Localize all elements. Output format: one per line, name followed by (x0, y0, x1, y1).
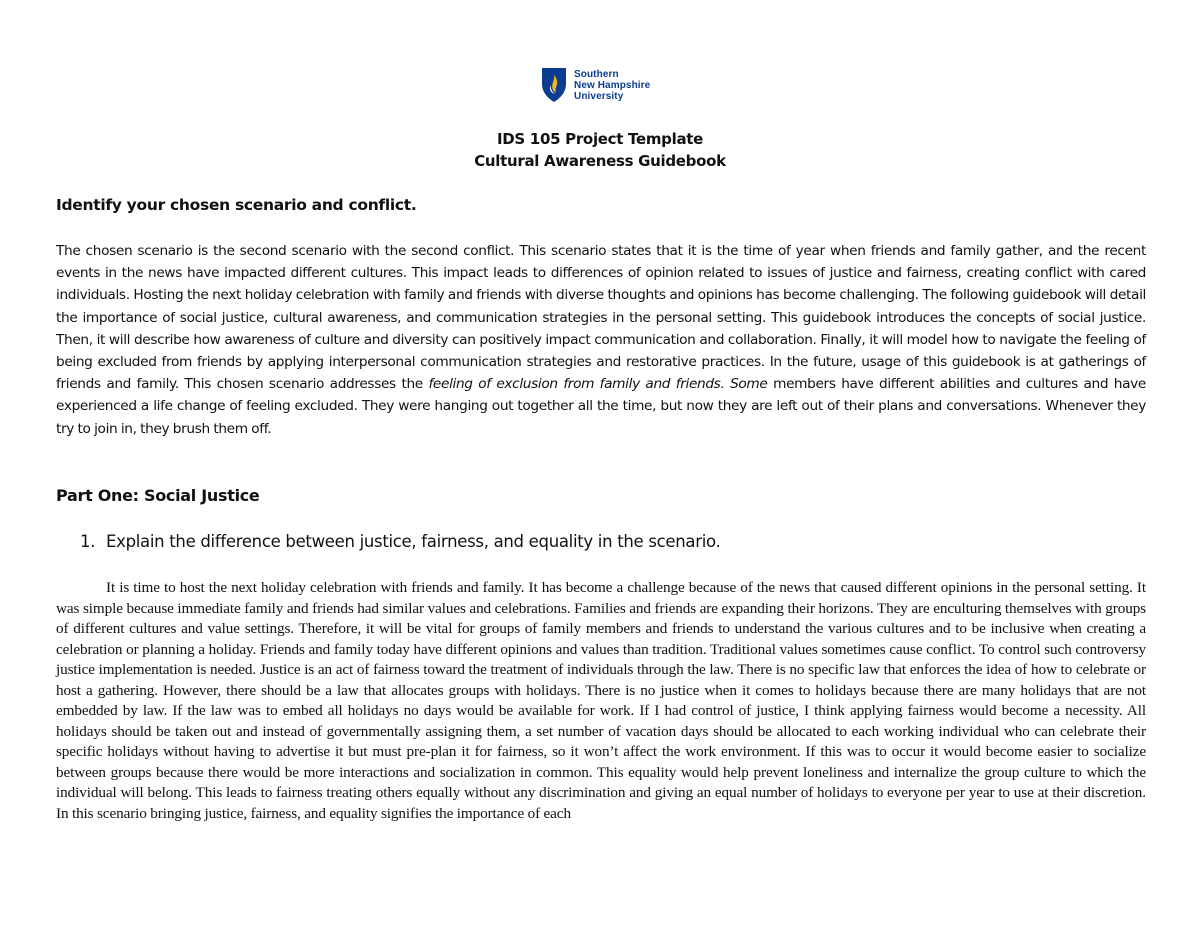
intro-text-part-1: The chosen scenario is the second scenario with the second conflict. This scenario states that it is the time of year when friends and family gather, and the recent events in the news have impacted different cultures. This impact leads to differences of opinion related to issues of justice and fairness, creating conflict with cared individuals. Hosting the next holiday celebration with family and friends with diverse thoughts and opinions has become challenging. The following guidebook will detail the importance of social justice, cultural awareness, and communication strategies in the personal setting. This guidebook introduces the concepts of social justice. Then, it will describe how awareness of culture and diversity can positively impact communication and collaboration. Finally, it will model how to navigate the feeling of being excluded from friends by applying interpersonal communication strategies and restorative practices. In the future, usage of this guidebook is at gatherings of friends and family. This chosen scenario addresses the (56, 243, 1146, 393)
question-text: Explain the difference between justice, fairness, and equality in the scenario. (106, 532, 721, 551)
question-number: 1. (80, 532, 96, 551)
question-item (80, 532, 720, 551)
logo-line-3: University (574, 90, 624, 102)
intro-paragraph (56, 240, 1146, 440)
title-line-2: Cultural Awareness Guidebook (474, 152, 726, 170)
intro-text-part-2: members have different abilities and cultures and have experienced a life change of feeling excluded. They were hanging out together all the time, but now they are left out of their plans and conversations. Whenever they try to join in, they brush them off. (56, 376, 1146, 437)
answer-paragraph: It is time to host the next holiday celebration with friends and family. It has become a challenge because of the news that caused different opinions in the personal setting. It was simple because immediate family and friends had similar values and celebrations. Families and friends are expanding their horizons. They are enculturing themselves with groups of different cultures and value settings. Therefore, it will be vital for groups of family members and friends to understand the various cultures and to be inclusive when creating a celebration or planning a holiday. Friends and family today have different opinions and values than tradition. Traditional values sometimes cause conflict. To control such controversy justice implementation is needed. Justice is an act of fairness toward the treatment of individuals through the law. There is no specific law that enforces the idea of how to celebrate or host a gathering. However, there should be a law that allocates groups with holidays. There is no justice when it comes to holidays because there are many holidays that are not embedded by law. If the law was to embed all holidays no days would be available for work. If I had control of justice, I think applying fairness would become a necessity. All holidays should be taken out and instead of governmentally assigning them, a set number of vacation days should be allocated to each working individual who can celebrate their specific holidays without having to advertise it but must pre-plan it for fairness, so it won’t affect the work environment. If this was to occur it would become easier to socialize between groups because there would be more interactions and socialization in common. This equality would help prevent loneliness and internalize the group culture to which the individual will belong. This leads to fairness treating others equally without any discrimination and giving an equal number of holidays to everyone per year to use at their discretion. In this scenario bringing justice, fairness, and equality signifies the importance of each (56, 579, 1146, 822)
document-title (0, 128, 1200, 172)
snhu-wordmark (574, 69, 650, 102)
logo-line-2: New Hampshire (574, 79, 651, 91)
title-line-1: IDS 105 Project Template (496, 130, 704, 148)
section-heading-part-one: Part One: Social Justice (56, 486, 260, 505)
intro-text-italic: feeling of exclusion from family and friends. Some (428, 376, 768, 393)
snhu-logo (540, 66, 670, 104)
logo-line-1: Southern (574, 68, 619, 80)
section-heading-identify: Identify your chosen scenario and conflict. (56, 196, 417, 214)
snhu-shield-icon (540, 67, 568, 103)
